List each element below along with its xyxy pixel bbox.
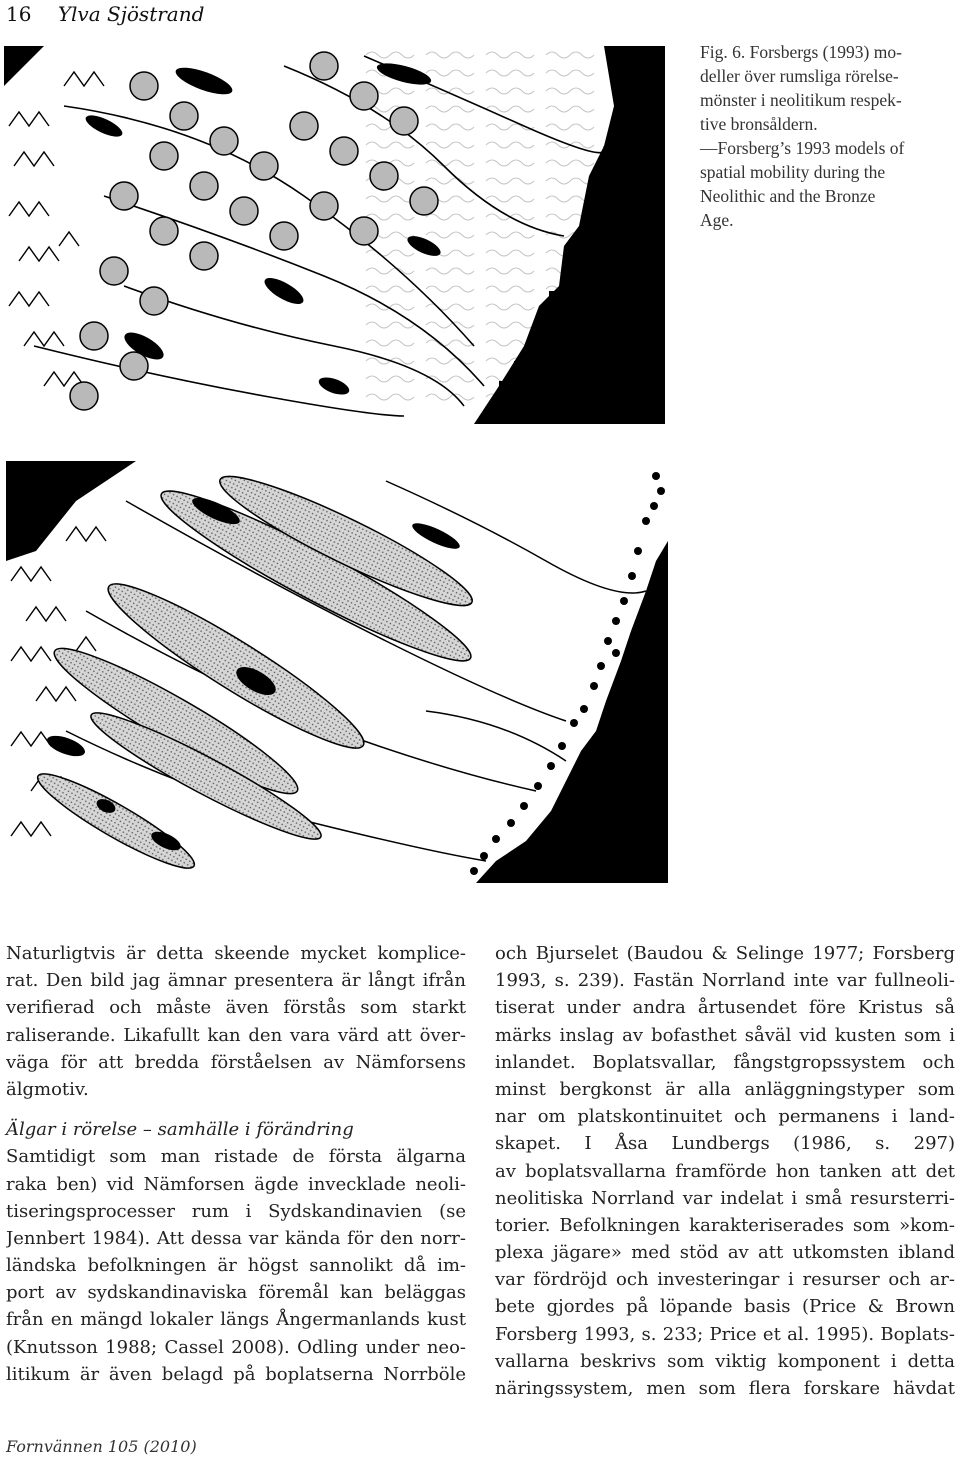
caption-line: spatial mobility during the — [700, 162, 886, 182]
body-line: väga för att bredda förståelsen av Nämforsens — [6, 1051, 466, 1073]
body-line: Jennbert 1984). Att dessa var kända för den norr- — [6, 1227, 466, 1249]
caption-line: deller över rumsliga rörelse- — [700, 66, 899, 86]
body-line: tiseringsprocesser rum i Sydskandinavien (se — [6, 1200, 466, 1222]
body-line: från en mängd lokaler längs Ångermanlands kust — [6, 1309, 466, 1331]
body-line: litikum är även belagd på boplatserna Norrböle — [6, 1363, 466, 1385]
body-line: Naturligtvis är detta skeende mycket komplice- — [6, 943, 466, 964]
body-line: neolitiska Norrland var indelat i små resursterri- — [495, 1187, 955, 1209]
body-line: rat. Den bild jag ämnar presentera är långt ifrån — [6, 970, 466, 992]
body-line: port av sydskandinaviska föremål kan beläggas — [6, 1282, 466, 1304]
page-number: 16 — [6, 2, 32, 26]
caption-line: Fig. 6. Forsbergs (1993) mo- — [700, 42, 902, 62]
body-line: inlandet. Boplatsvallar, fångstgropssystem och — [495, 1051, 955, 1073]
body-line: av boplatsvallarna framförde hon tanken att det — [495, 1160, 955, 1182]
bronze-age-map-svg — [6, 461, 668, 883]
body-line: raka ben) vid Nämforsen ägde invecklade neoli- — [6, 1173, 466, 1195]
body-line: Samtidigt som man ristade de första älgarna — [6, 1146, 466, 1168]
body-line: plexa jägare» med stöd av att utkomsten ibland — [495, 1242, 955, 1264]
body-line: och Bjurselet (Baudou & Selinge 1977; Forsberg — [495, 943, 955, 964]
body-line: var fördröjd och investeringar i resurser och ar- — [495, 1269, 955, 1291]
body-line: märks inslag av bofasthet såväl vid kusten som i — [495, 1024, 955, 1046]
right-text-column — [495, 940, 955, 1402]
body-line: bete gjordes på löpande basis (Price & Brown — [495, 1296, 955, 1318]
caption-line: Age. — [700, 210, 734, 230]
body-line: verifierad och måste även förstås som starkt — [6, 997, 466, 1019]
body-line: vallarna beskrivs som viktig komponent i detta — [495, 1350, 955, 1372]
section-heading: Älgar i rörelse – samhälle i förändring — [6, 1119, 354, 1141]
caption-line: mönster i neolitikum respek- — [700, 90, 902, 110]
left-text-column — [6, 940, 466, 1388]
body-line: nar om platskontinuitet och permanens i land- — [495, 1106, 955, 1128]
body-line: skapet. I Åsa Lundbergs (1986, s. 297) — [495, 1133, 955, 1155]
caption-line: tive bronsåldern. — [700, 114, 818, 134]
journal-footer: Fornvännen 105 (2010) — [6, 1437, 197, 1456]
page-header — [6, 2, 204, 26]
body-line: ländska befolkningen är högst sannolikt då im- — [6, 1255, 466, 1277]
neolithic-mobility-map — [4, 46, 665, 424]
body-line: tiserat under andra årtusendet före Kristus så — [495, 997, 955, 1019]
body-line: älgmotiv. — [6, 1078, 89, 1100]
running-head-author: Ylva Sjöstrand — [57, 2, 205, 26]
body-line: (Knutsson 1988; Cassel 2008). Odling under neo- — [6, 1336, 466, 1358]
figure-caption — [700, 40, 950, 232]
paragraph-spacer — [6, 1103, 466, 1116]
body-line: torier. Befolkningen karakteriserades som »kom- — [495, 1214, 955, 1236]
body-line: raliserande. Likafullt kan den vara värd att över- — [6, 1024, 466, 1046]
bronze-age-mobility-map — [6, 461, 668, 883]
body-line: Forsberg 1993, s. 233; Price et al. 1995). Boplats- — [495, 1323, 955, 1345]
caption-line: —Forsberg’s 1993 models of — [700, 138, 905, 158]
body-line: minst bergkonst är alla anläggningstyper som — [495, 1078, 955, 1100]
neolithic-map-svg — [4, 46, 665, 424]
body-line: näringssystem, men som flera forskare hävdat — [495, 1378, 955, 1399]
body-line: 1993, s. 239). Fastän Norrland inte var fullneoli- — [495, 970, 955, 992]
caption-line: Neolithic and the Bronze — [700, 186, 876, 206]
